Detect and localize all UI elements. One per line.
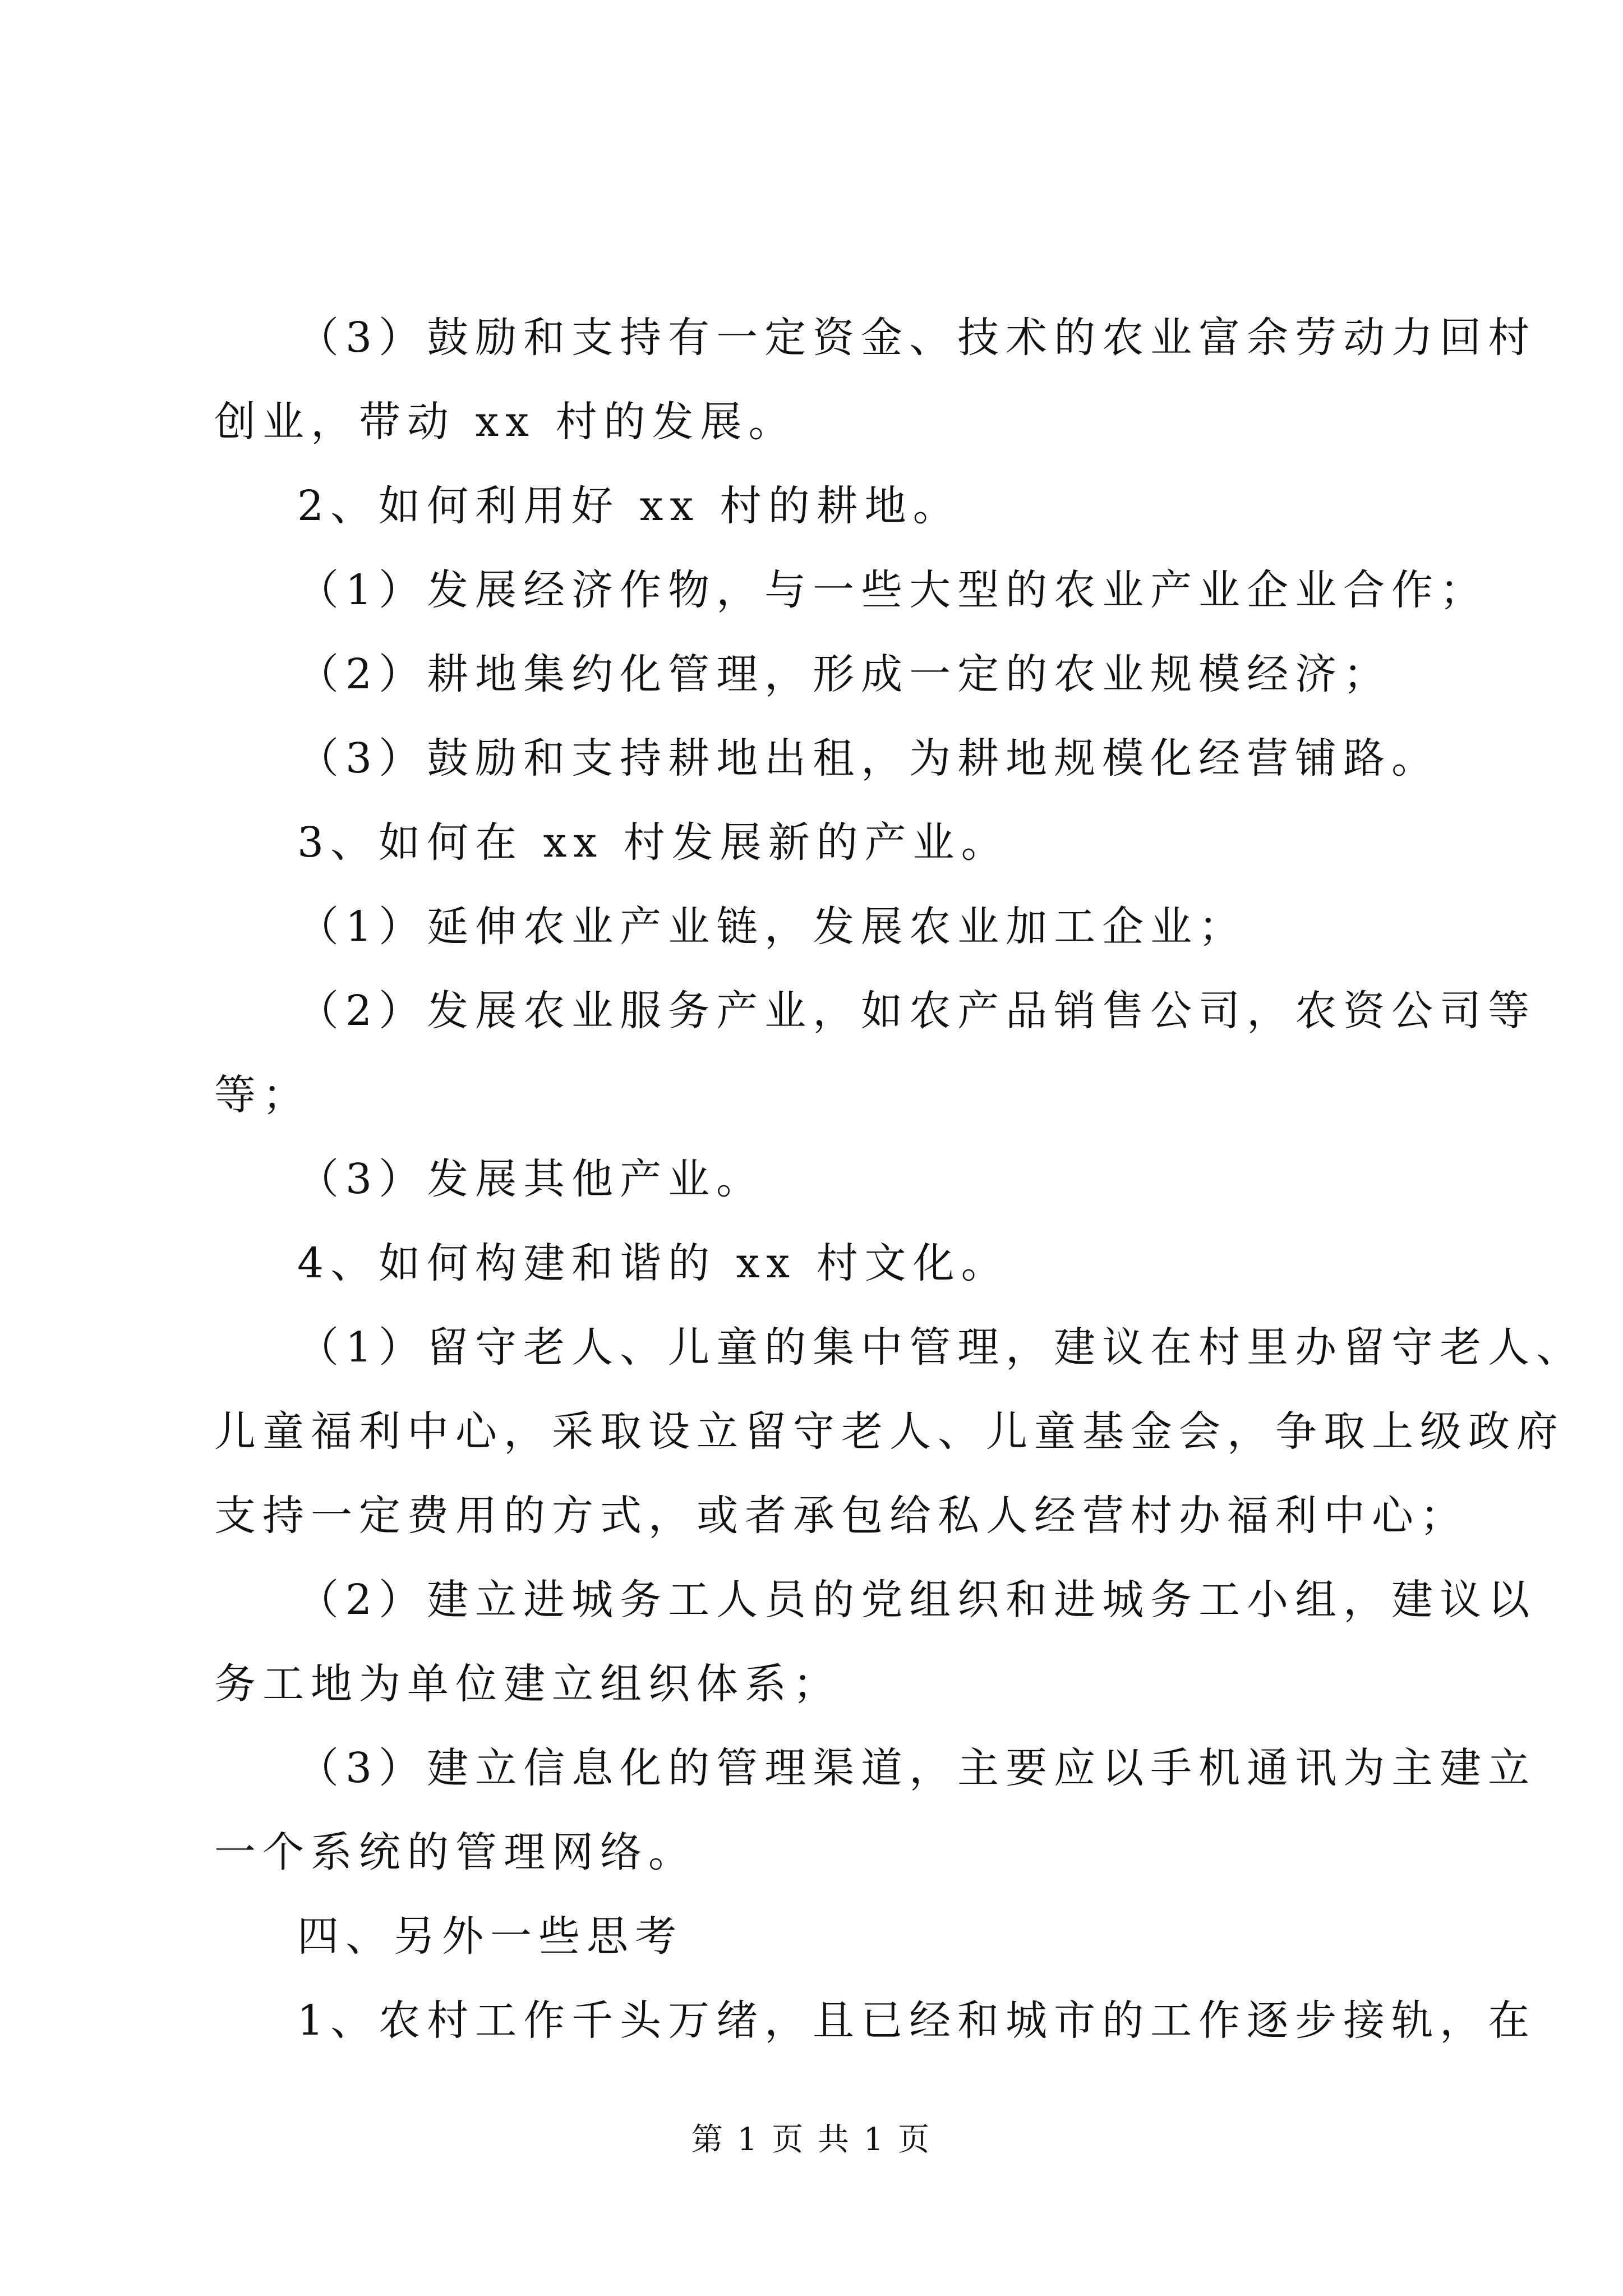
list-item-2-migrant-organization bbox=[214, 1558, 1537, 1726]
list-item-1-cash-crops bbox=[214, 548, 1488, 632]
section-heading-2-farmland bbox=[214, 464, 1414, 548]
text-line: （1）留守老人、儿童的集中管理，建议在村里办留守老人、 bbox=[297, 1323, 1585, 1372]
text-line: （1）发展经济作物，与一些大型的农业产业企业合作； bbox=[297, 566, 1488, 614]
text-line: （2）建立进城务工人员的党组织和进城务工小组，建议以 bbox=[297, 1576, 1537, 1624]
text-line: 1、农村工作千头万绪，且已经和城市的工作逐步接轨，在 bbox=[297, 1996, 1537, 2045]
text-line: 务工地为单位建立组织体系； bbox=[214, 1660, 841, 1708]
list-item-1-industry-chain bbox=[214, 885, 1414, 969]
list-item-1-left-behind-care bbox=[214, 1305, 1585, 1558]
text-line: （2）耕地集约化管理，形成一定的农业规模经济； bbox=[297, 650, 1392, 698]
text-line: （3）建立信息化的管理渠道，主要应以手机通讯为主建立 bbox=[297, 1744, 1537, 1792]
list-item-1-rural-work bbox=[214, 1978, 1537, 2063]
text-line: （1）延伸农业产业链，发展农业加工企业； bbox=[297, 903, 1247, 951]
text-line: 3、如何在 xx 村发展新的产业。 bbox=[297, 818, 1009, 867]
text-line: 四、另外一些思考 bbox=[297, 1912, 683, 1961]
section-heading-four-other-thoughts bbox=[214, 1894, 1414, 1978]
text-line: 支持一定费用的方式，或者承包给私人经营村办福利中心； bbox=[214, 1492, 1468, 1540]
text-line: （3）鼓励和支持耕地出租，为耕地规模化经营铺路。 bbox=[297, 734, 1440, 783]
list-item-3-land-lease bbox=[214, 716, 1440, 800]
text-line: 2、如何利用好 xx 村的耕地。 bbox=[297, 482, 961, 530]
document-body bbox=[214, 296, 1585, 2063]
list-item-3-other-industries bbox=[214, 1137, 1414, 1221]
text-line: 等； bbox=[214, 1071, 311, 1119]
section-heading-3-new-industry bbox=[214, 800, 1414, 885]
list-item-2-intensive-management bbox=[214, 632, 1414, 716]
text-line: 儿童福利中心，采取设立留守老人、儿童基金会，争取上级政府 bbox=[214, 1407, 1565, 1456]
text-line: 一个系统的管理网络。 bbox=[214, 1828, 697, 1876]
page-number-footer: 第 1 页 共 1 页 bbox=[691, 2122, 932, 2158]
list-item-2-service-industry bbox=[214, 969, 1537, 1137]
section-heading-4-village-culture bbox=[214, 1221, 1414, 1305]
paragraph-3-encourage-return bbox=[214, 296, 1537, 464]
text-line: （3）发展其他产业。 bbox=[297, 1155, 765, 1203]
text-line: 4、如何构建和谐的 xx 村文化。 bbox=[297, 1239, 1009, 1287]
list-item-3-information-channel bbox=[214, 1726, 1537, 1894]
text-line: （2）发展农业服务产业，如农产品销售公司，农资公司等 bbox=[297, 987, 1537, 1035]
text-line: 创业，带动 xx 村的发展。 bbox=[214, 398, 797, 446]
text-line: （3）鼓励和支持有一定资金、技术的农业富余劳动力回村 bbox=[297, 314, 1537, 362]
